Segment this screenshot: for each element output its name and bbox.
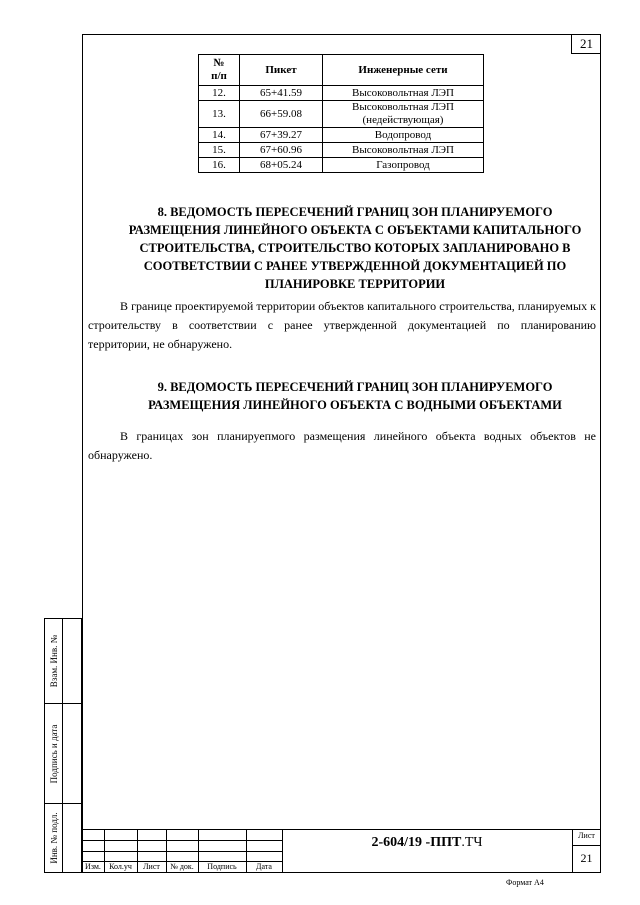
document-code-main: 2-604/19 -ППТ (371, 835, 462, 850)
col-izm: Изм. (85, 862, 101, 871)
pickets-table (198, 54, 484, 173)
side-label-inv-orig: Инв. № подл. (48, 812, 59, 864)
cell-picket: 66+59.08 (240, 101, 323, 128)
cell-picket: 68+05.24 (240, 158, 323, 173)
title-block (82, 829, 601, 873)
cell-network: Высоковольтная ЛЭП (недействующая) (323, 101, 484, 128)
sheet-label: Лист (578, 831, 595, 840)
document-code (282, 835, 572, 851)
cell-number: 15. (199, 143, 240, 158)
cell-picket: 67+39.27 (240, 128, 323, 143)
table-row (199, 86, 484, 101)
cell-network: Газопровод (323, 158, 484, 173)
cell-number: 12. (199, 86, 240, 101)
section-9-text (88, 427, 596, 465)
table-row (199, 143, 484, 158)
side-stamp (44, 618, 82, 873)
section-9-text-body: В границах зон планируепмого размещения линейного объекта водных объектов не обнаружено. (88, 429, 596, 462)
cell-network: Высоковольтная ЛЭП (323, 143, 484, 158)
format-label: Формат А4 (506, 878, 544, 887)
col-date: Дата (256, 862, 272, 871)
col-kol-uch: Кол.уч (109, 862, 132, 871)
side-label-signature: Подпись и дата (48, 724, 59, 783)
section-8-heading: 8. ВЕДОМОСТЬ ПЕРЕСЕЧЕНИЙ ГРАНИЦ ЗОН ПЛАНИРУЕМОГО РАЗМЕЩЕНИЯ ЛИНЕЙНОГО ОБЪЕКТА С ОБЪЕКТАМИ КАПИТАЛЬНОГО СТРОИТЕЛЬСТВА, СТРОИТЕЛЬСТВО КОТОРЫХ ЗАПЛАНИРОВАНО В СООТВЕТСТВИИ С РАНЕЕ УТВЕРЖДЕННОЙ ДОКУМЕНТАЦИЕЙ ПО ПЛАНИРОВКЕ ТЕРРИТОРИИ (128, 205, 582, 291)
document-code-suffix: .ТЧ (461, 835, 483, 850)
sheet-number: 21 (580, 851, 593, 865)
section-8-text-body: В границе проектируемой территории объектов капитального строительства, планируемых к строительству в соответствии с ранее утвержденной документацией по планированию территории, не обнаружено. (88, 299, 596, 351)
header-networks: Инженерные сети (323, 55, 484, 86)
section-8-text (88, 297, 596, 354)
cell-picket: 67+60.96 (240, 143, 323, 158)
table-row (199, 101, 484, 128)
side-cell-replace-inv (44, 618, 82, 704)
table-header-row (199, 55, 484, 86)
page-number: 21 (571, 34, 601, 54)
header-picket: Пикет (240, 55, 323, 86)
header-number: № п/п (199, 55, 240, 86)
cell-number: 16. (199, 158, 240, 173)
side-cell-inv-orig (44, 803, 82, 873)
side-label-replace-inv: Взам. Инв. № (48, 634, 59, 688)
section-9-heading: 9. ВЕДОМОСТЬ ПЕРЕСЕЧЕНИЙ ГРАНИЦ ЗОН ПЛАНИРУЕМОГО РАЗМЕЩЕНИЯ ЛИНЕЙНОГО ОБЪЕКТА С ВОДНЫМИ ОБЪЕКТАМИ (148, 380, 562, 412)
cell-number: 13. (199, 101, 240, 128)
col-doc-number: № док. (170, 862, 194, 871)
cell-network: Высоковольтная ЛЭП (323, 86, 484, 101)
col-signature: Подпись (207, 862, 237, 871)
cell-network: Водопровод (323, 128, 484, 143)
col-list: Лист (143, 862, 160, 871)
table-row (199, 128, 484, 143)
cell-number: 14. (199, 128, 240, 143)
cell-picket: 65+41.59 (240, 86, 323, 101)
table-row (199, 158, 484, 173)
side-cell-signature (44, 703, 82, 804)
